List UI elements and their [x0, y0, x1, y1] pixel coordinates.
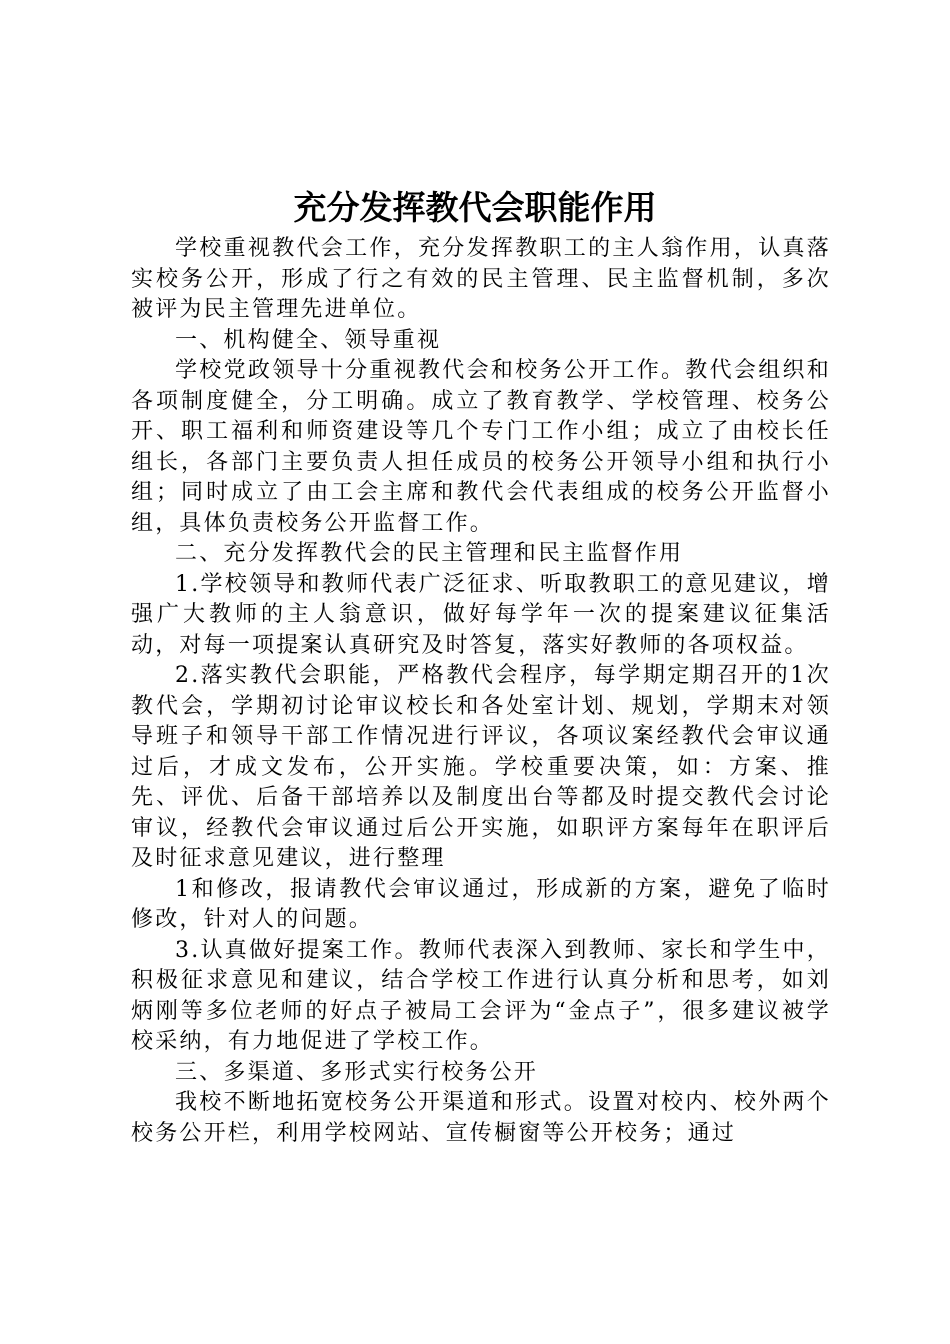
section-3-paragraph: 我校不断地拓宽校务公开渠道和形式。设置对校内、校外两个校务公开栏，利用学校网站、宣传橱窗等公开校务；通过	[131, 1090, 831, 1146]
document-body	[131, 234, 831, 1149]
section-heading-1: 一、机构健全、领导重视	[175, 327, 442, 353]
intro-paragraph: 学校重视教代会工作，充分发挥教职工的主人翁作用，认真落实校务公开，形成了行之有效的民主管理、民主监督机制，多次被评为民主管理先进单位。	[131, 236, 831, 322]
section-heading-3: 三、多渠道、多形式实行校务公开	[175, 1059, 539, 1085]
section-1-paragraph: 学校党政领导十分重视教代会和校务公开工作。教代会组织和各项制度健全，分工明确。成立了教育教学、学校管理、校务公开、职工福利和师资建设等几个专门工作小组；成立了由校长任组长，各部门主要负责人担任成员的校务公开领导小组和执行小组；同时成立了由工会主席和教代会代表组成的校务公开监督小组，具体负责校务公开监督工作。	[131, 358, 831, 536]
item-1-paragraph: 1.学校领导和教师代表广泛征求、听取教职工的意见建议，增强广大教师的主人翁意识，做好每学年一次的提案建议征集活动，对每一项提案认真研究及时答复，落实好教师的各项权益。	[131, 571, 831, 658]
item-3-paragraph: 3.认真做好提案工作。教师代表深入到教师、家长和学生中，积极征求意见和建议，结合学校工作进行认真分析和思考，如刘炳刚等多位老师的好点子被局工会评为“金点子”，很多建议被学校采纳，有力地促进了学校工作。	[131, 937, 831, 1054]
section-heading-2: 二、充分发挥教代会的民主管理和民主监督作用	[175, 541, 684, 566]
document-title: 充分发挥教代会职能作用	[293, 188, 657, 227]
item-2-continuation-paragraph: 1和修改，报请教代会审议通过，形成新的方案，避免了临时修改，针对人的问题。	[131, 876, 831, 932]
item-2-paragraph: 2.落实教代会职能，严格教代会程序，每学期定期召开的1次教代会，学期初讨论审议校长和各处室计划、规划，学期末对领导班子和领导干部工作情况进行评议，各项议案经教代会审议通过后，才成文发布，公开实施。学校重要决策，如：方案、推先、评优、后备干部培养以及制度出台等都及时提交教代会讨论审议，经教代会审议通过后公开实施，如职评方案每年在职评后及时征求意见建议，进行整理	[131, 663, 831, 871]
